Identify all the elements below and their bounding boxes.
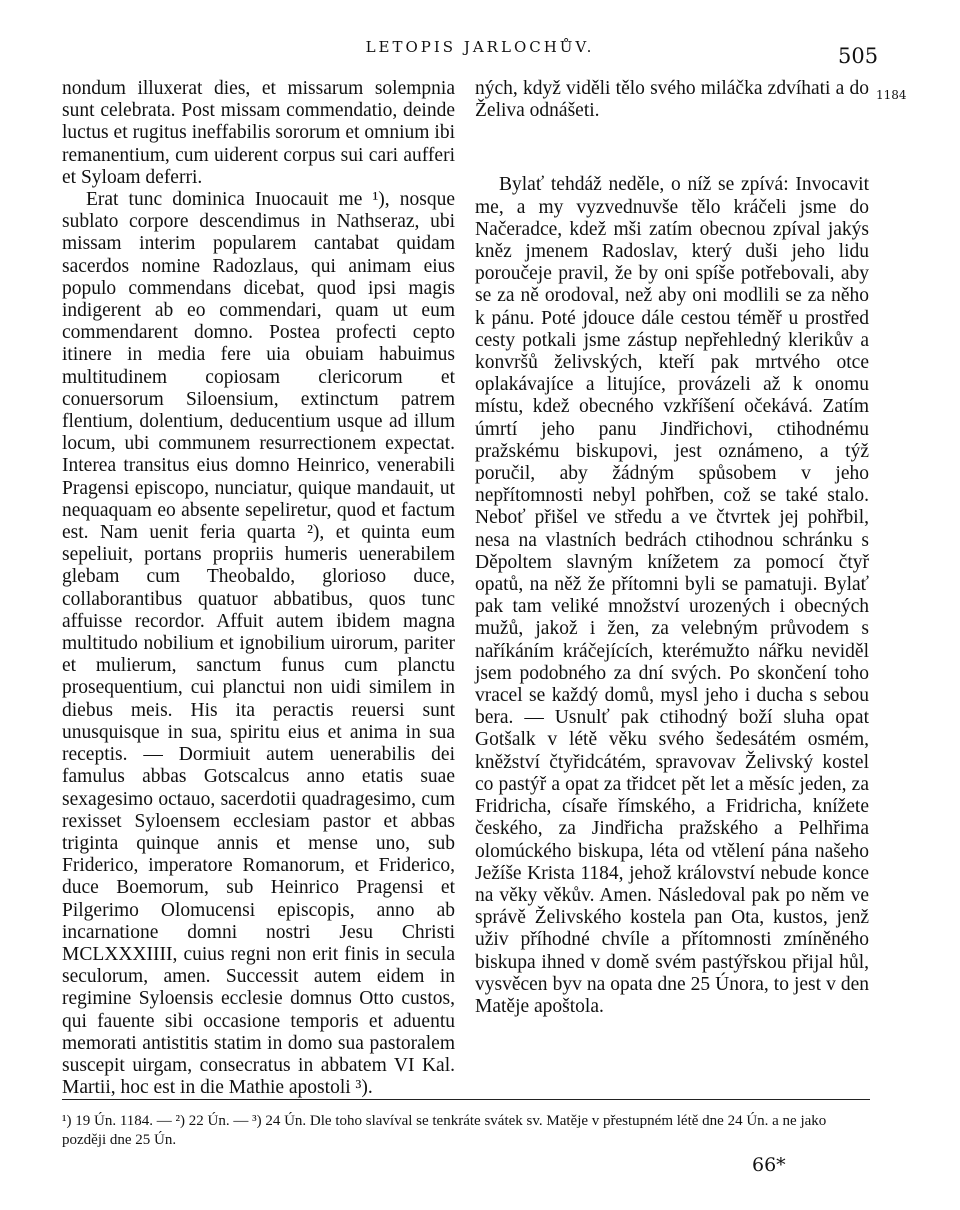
page-number: 505 — [838, 44, 879, 68]
czech-paragraph-2: Bylať tehdáž neděle, o níž se zpívá: Invocavit me, a my vyzvednuvše tělo kráčeli jsme do Načeradce, kdež mši zatím obecnou zpíval jakýs kněz jmenem Radoslav, který duši jeho lidu poroučeje pravil, že by oni spíše potřebovali, aby se za ně orodoval, než aby oni modlili se za něho k pánu. Poté jdouce dále cestou téměř u prostřed cesty potkali jsme zástup nepřehledný klerikův a konvršů želivských, kteří pak mrtvého otce oplakávajíce a litujíce, provázeli až k onomu místu, kdež obecného vzkříšení očekává. Zatím úmrtí jeho panu Jindřichovi, ctihodnému pražskému biskupovi, jest oznámeno, a týž poručil, aby žádným spůsobem v jeho nepřítomnosti nebyl pohřben, což se také stalo. Neboť přišel ve středu a ve čtvrtek jej pohřbil, nesa na vlastních bedrách ctihodnou schránku s Děpoltem slavným knížetem za pomocí čtyř opatů, na něž že přítomni byli se pamatuji. Bylať pak tam veliké množství urozených i obecných mužů, jakož i žen, za velebným průvodem s naříkáním kráčejících, kterémužto nářku neviděl jsem podobného za dní svých. Po skončení toho vracel se každý domů, mysl jeho i ducha s sebou bera. — Usnulť pak ctihodný boží sluha opat Gotšalk v létě věku svého šedesátém osmém, kněžství čtyřidcátém, spravovav Želivský kostel co pastýř a opat za třidcet pět let a měsíc jeden, za Fridricha, císaře římského, a Fridricha, knížete českého, za Jindřicha pražského a Pelhřima olomúckého biskupa, léta od vtělení pána našeho Ježíše Krista 1184, jehož království nebude konce na věky věkův. Amen. Následoval pak po něm ve správě Želivského kostela pan Ota, kustos, jenž uživ příhodné chvíle a přítomnosti zmíněného biskupa ihned v domě svém pastýřskou přijal hůl, vysvěcen byv na opata dne 25 Února, to jest v den Matěje apoštola. — [475, 174, 869, 1017]
footnote-text: ¹) 19 Ún. 1184. — ²) 22 Ún. — ³) 24 Ún. Dle toho slavíval se tenkráte svátek sv. Matěje v přestupném létě dne 24 Ún. a ne jako později dne 25 Ún. — [62, 1113, 827, 1148]
latin-paragraph-1: nondum illuxerat dies, et missarum solempnia sunt celebrata. Post missam commendatio, deinde luctus et rugitus ineffabilis sororum et omnium ibi remanentium, cum uiderent corpus sui cari aufferi et Syloam deferri. — [62, 78, 455, 188]
running-header: LETOPIS JARLOCHŮV. — [365, 38, 595, 56]
signature-mark: 66* — [752, 1154, 786, 1176]
czech-column — [475, 78, 869, 1018]
footnote-divider — [62, 1099, 870, 1100]
footnotes — [62, 1112, 870, 1150]
latin-paragraph-2: Erat tunc dominica Inuocauit me ¹), nosque sublato corpore descendimus in Nathseraz, ubi missam interim popularem cantabat quidam sacerdos nomine Radozlaus, qui animam eius populo commendans dicebat, quod ipsi magis indigerent ab eo commendari, quam ut eum commendarent domno. Postea profecti cepto itinere in media fere uia obuiam habuimus multitudinem copiosam clericorum et conuersorum Siloensium, extinctum patrem flentium, dolentium, deducentium usque ad illum locum, ubi communem resurrectionem expectat. Interea transitus eius domno Heinrico, venerabili Pragensi episcopo, nunciatur, quique mandauit, ut nequaquam eo absente sepeliretur, quod et factum est. Nam uenit feria quarta ²), et quinta eum sepeliuit, portans propriis humeris uenerabilem glebam cum Theobaldo, glorioso duce, collaborantibus quatuor abbatibus, quos tunc affuisse recordor. Affuit autem ibidem magna multitudo nobilium et ignobilium uirorum, pariter et mulierum, sanctum funus cum planctu prosequentium, cui planctui non uidi similem in diebus meis. His ita peractis reuersi sunt unusquisque in sua, spiritu eius et anima in sua receptis. — Dormiuit autem uenerabilis dei famulus abbas Gotscalcus anno etatis suae sexagesimo octauo, sacerdotii quadragesimo, cum rexisset Syloensem ecclesiam pastor et abbas triginta quinque annis et mense uno, sub Friderico, imperatore Romanorum, et Friderico, duce Boemorum, sub Heinrico Pragensi et Pilgerimo Olomucensi episcopis, anno ab incarnatione domni nostri Jesu Christi MCLXXXIIII, cuius regni non erit finis in secula seculorum, amen. Successit autem eidem in regimine Syloensis ecclesie domnus Otto custos, qui fauente sibi occasione temporis et aduentu memorati antistitis statim in domo sua pastoralem suscepit uirgam, consecratus in abbatem VI Kal. Martii, hoc est in die Mathie apostoli ³). — [62, 189, 455, 1099]
latin-column — [62, 78, 455, 1099]
margin-year-note: 1184 — [876, 88, 907, 102]
czech-paragraph-1: ných, když viděli tělo svého miláčka zdvíhati a do Želiva odnášeti. — [475, 78, 869, 122]
